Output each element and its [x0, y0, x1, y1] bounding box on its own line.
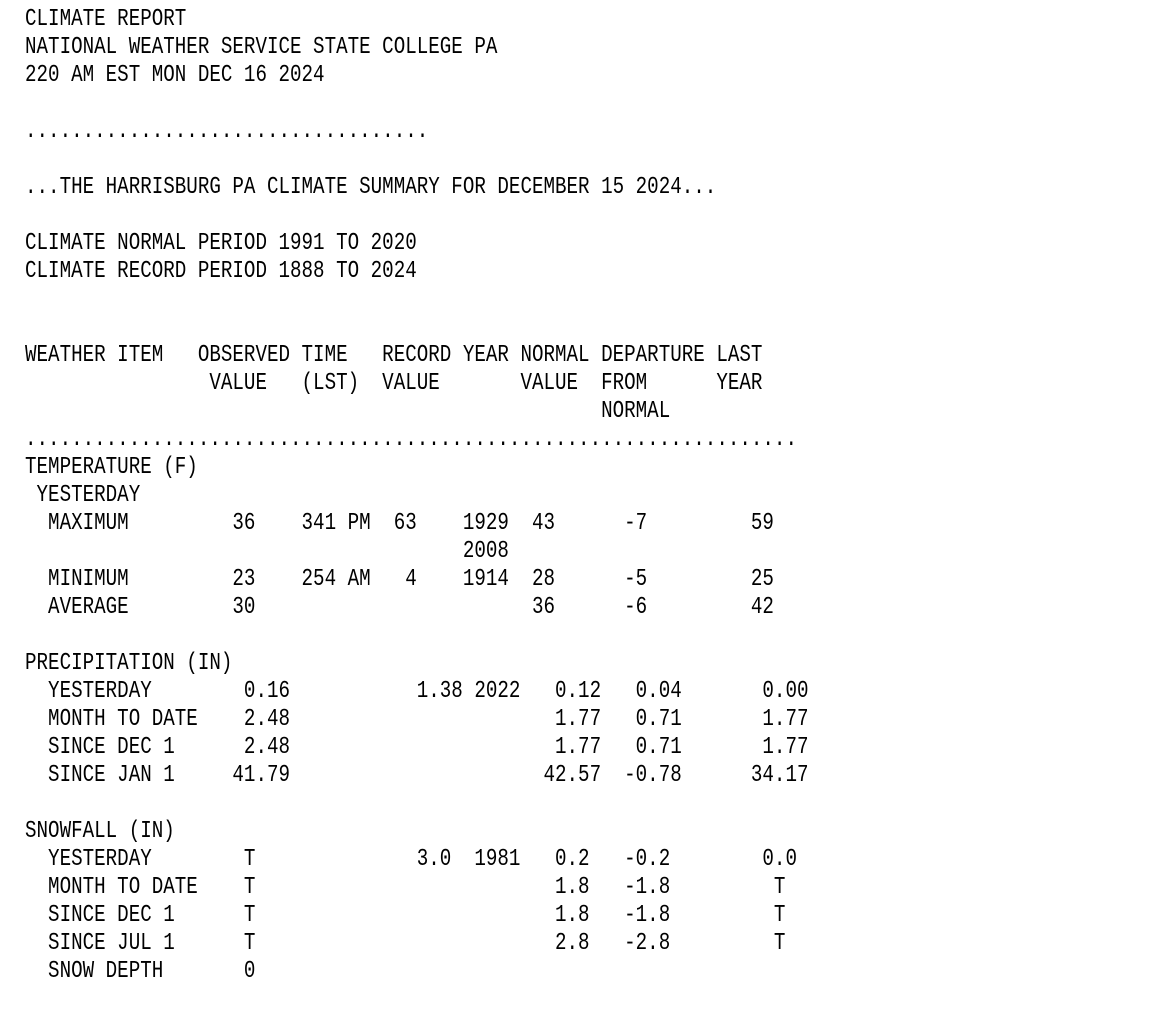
- report-line: SINCE JAN 1 41.79 42.57 -0.78 34.17: [25, 762, 809, 789]
- report-line: TEMPERATURE (F): [25, 454, 198, 481]
- report-line: VALUE (LST) VALUE VALUE FROM YEAR: [25, 370, 763, 397]
- report-line: MAXIMUM 36 341 PM 63 1929 43 -7 59: [25, 510, 774, 537]
- report-line: NORMAL: [25, 398, 671, 425]
- report-line: ...................................: [25, 118, 429, 145]
- report-line: YESTERDAY 0.16 1.38 2022 0.12 0.04 0.00: [25, 678, 809, 705]
- report-line: YESTERDAY T 3.0 1981 0.2 -0.2 0.0: [25, 846, 797, 873]
- report-line: [25, 286, 808, 314]
- report-line: CLIMATE RECORD PERIOD 1888 TO 2024: [25, 258, 417, 285]
- report-line: YESTERDAY: [25, 482, 141, 509]
- report-line: ...................................................................: [25, 426, 797, 453]
- report-line: 2008: [25, 538, 509, 565]
- climate-report: [25, 6, 808, 986]
- report-line: CLIMATE REPORT: [25, 6, 187, 33]
- report-line: [25, 790, 808, 818]
- report-line: NATIONAL WEATHER SERVICE STATE COLLEGE PA: [25, 34, 498, 61]
- report-line: SNOWFALL (IN): [25, 818, 175, 845]
- report-line: SINCE DEC 1 T 1.8 -1.8 T: [25, 902, 786, 929]
- report-line: AVERAGE 30 36 -6 42: [25, 594, 774, 621]
- report-line: MINIMUM 23 254 AM 4 1914 28 -5 25: [25, 566, 774, 593]
- report-line: CLIMATE NORMAL PERIOD 1991 TO 2020: [25, 230, 417, 257]
- report-line: [25, 622, 808, 650]
- report-line: SINCE JUL 1 T 2.8 -2.8 T: [25, 930, 786, 957]
- report-line: WEATHER ITEM OBSERVED TIME RECORD YEAR NORMAL DEPARTURE LAST: [25, 342, 763, 369]
- report-line: SINCE DEC 1 2.48 1.77 0.71 1.77: [25, 734, 809, 761]
- report-line: 220 AM EST MON DEC 16 2024: [25, 62, 325, 89]
- report-line: ...THE HARRISBURG PA CLIMATE SUMMARY FOR DECEMBER 15 2024...: [25, 174, 717, 201]
- report-line: PRECIPITATION (IN): [25, 650, 233, 677]
- report-line: MONTH TO DATE T 1.8 -1.8 T: [25, 874, 786, 901]
- report-line: [25, 90, 808, 118]
- report-line: SNOW DEPTH 0: [25, 958, 256, 985]
- report-line: [25, 202, 808, 230]
- report-line: [25, 146, 808, 174]
- report-line: [25, 314, 808, 342]
- report-line: MONTH TO DATE 2.48 1.77 0.71 1.77: [25, 706, 809, 733]
